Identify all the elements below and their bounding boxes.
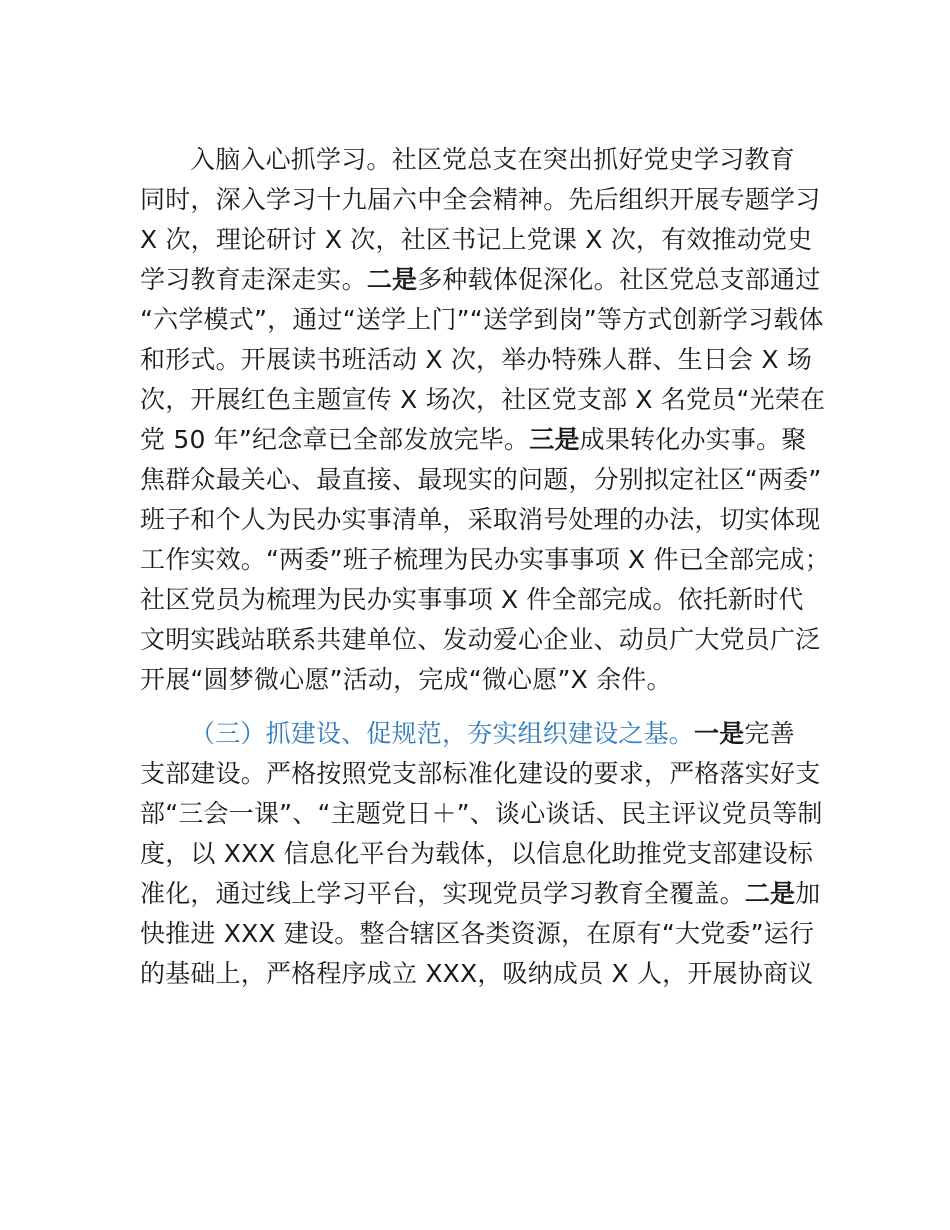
text-line [140, 422, 806, 458]
text-line [140, 916, 814, 952]
text-line [140, 262, 820, 298]
text-run: X 次，理论研讨 X 次，社区书记上党课 X 次，有效推动党史 [140, 225, 813, 254]
text-run: “六学模式”，通过“送学上门”“送学到岗”等方式创新学习载体 [140, 305, 824, 334]
text-line [190, 142, 795, 178]
text-line [140, 756, 820, 792]
bold-marker: 三是 [529, 425, 580, 454]
text-run: 工作实效。“两委”班子梳理为民办实事事项 X 件已全部完成； [140, 545, 830, 574]
text-line [140, 876, 820, 912]
text-run: 准化，通过线上学习平台，实现党员学习教育全覆盖。 [140, 879, 745, 908]
text-run: 入脑入心抓学习。社区党总支在突出抓好党史学习教育 [190, 145, 795, 174]
bold-marker: 一是 [694, 719, 745, 748]
text-run: 文明实践站联系共建单位、发动爱心企业、动员广大党员广泛 [140, 625, 821, 654]
text-line [140, 302, 824, 338]
text-run: 党 50 年”纪念章已全部发放完毕。 [140, 425, 530, 454]
text-line [140, 542, 830, 578]
text-line [140, 796, 823, 832]
text-line [140, 956, 813, 992]
section-heading: （三）抓建设、促规范，夯实组织建设之基。 [190, 719, 695, 748]
text-run: 焦群众最关心、最直接、最现实的问题，分别拟定社区“两委” [140, 465, 822, 494]
text-run: 加 [795, 879, 821, 908]
text-run: 完善 [744, 719, 795, 748]
text-run: 学习教育走深走实。 [140, 265, 367, 294]
text-line [140, 662, 672, 698]
text-line [140, 462, 822, 498]
text-run: 支部建设。严格按照党支部标准化建设的要求，严格落实好支 [140, 759, 821, 788]
text-run: 同时，深入学习十九届六中全会精神。先后组织开展专题学习 [140, 185, 821, 214]
text-run: 社区党员为梳理为民办实事事项 X 件全部完成。依托新时代 [140, 585, 804, 614]
text-run: 开展“圆梦微心愿”活动，完成“微心愿”X 余件。 [140, 665, 672, 694]
text-run: 快推进 XXX 建设。整合辖区各类资源，在原有“大党委”运行 [140, 919, 815, 948]
bold-marker: 二是 [366, 265, 418, 294]
text-run: 班子和个人为民办实事清单，采取消号处理的办法，切实体现 [140, 505, 821, 534]
text-line [140, 182, 820, 218]
text-line [190, 716, 795, 752]
text-run: 的基础上，严格程序成立 XXX，吸纳成员 X 人，开展协商议 [140, 959, 814, 988]
text-line [140, 342, 812, 378]
text-run: 部“三会一课”、“主题党日＋”、谈心谈话、民主评议党员等制 [140, 799, 823, 828]
bold-marker: 二是 [744, 879, 796, 908]
text-run: 多种载体促深化。社区党总支部通过 [417, 265, 821, 294]
text-line [140, 502, 820, 538]
text-line [140, 622, 820, 658]
text-run: 成果转化办实事。聚 [579, 425, 807, 454]
text-line [140, 582, 804, 618]
text-line [140, 382, 825, 418]
text-run: 次，开展红色主题宣传 X 场次，社区党支部 X 名党员“光荣在 [140, 385, 826, 414]
text-run: 和形式。开展读书班活动 X 次，举办特殊人群、生日会 X 场 [140, 345, 813, 374]
text-line [140, 836, 813, 872]
text-line [140, 222, 812, 258]
text-run: 度，以 XXX 信息化平台为载体，以信息化助推党支部建设标 [140, 839, 814, 868]
